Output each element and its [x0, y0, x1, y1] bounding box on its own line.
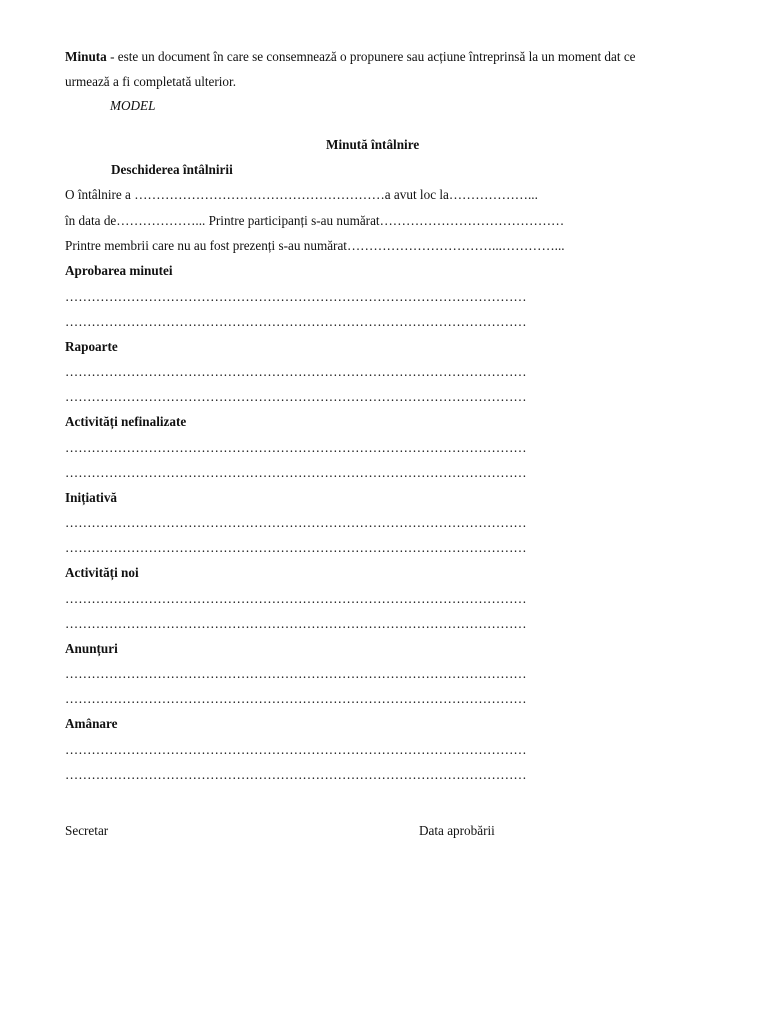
dotted-fill-line: …………………………………………………………………………………………… [65, 440, 527, 455]
intro-line-1 [65, 48, 636, 66]
dotted-fill-line: …………………………………………………………………………………………… [65, 389, 527, 404]
dotted-fill-line: …………………………………………………………………………………………… [65, 465, 527, 480]
opening-line-2 [65, 212, 564, 230]
opening-line-3-end: ……………………………...…………... [346, 238, 565, 253]
section-heading-activitati-nefinalizate: Activități nefinalizate [65, 414, 187, 429]
dotted-fill-line: …………………………………………………………………………………………… [65, 515, 527, 530]
section-heading-aprobarea-minutei: Aprobarea minutei [65, 263, 173, 278]
dotted-fill-line: …………………………………………………………………………………………… [65, 616, 527, 631]
opening-line-1-end: ………………... [448, 187, 538, 202]
dotted-fill-line: …………………………………………………………………………………………… [65, 742, 527, 757]
dotted-fill-line: …………………………………………………………………………………………… [65, 666, 527, 681]
document-title: Minută întâlnire [326, 137, 420, 152]
approval-date-label: Data aprobării [419, 823, 495, 838]
dotted-fill-line: …………………………………………………………………………………………… [65, 314, 527, 329]
dotted-fill-line: …………………………………………………………………………………………… [65, 289, 527, 304]
intro-term: Minuta [65, 49, 107, 64]
dotted-fill-line: …………………………………………………………………………………………… [65, 767, 527, 782]
model-label: MODEL [110, 98, 156, 113]
opening-line-1-prefix: O întâlnire a [65, 187, 135, 202]
section-heading-activitati-noi: Activități noi [65, 565, 139, 580]
intro-definition-1: - este un document în care se consemnează o propunere sau acțiune întreprinsă la un moment dat ce [106, 49, 636, 64]
opening-line-2-prefix: în data de [65, 213, 117, 228]
opening-line-1 [65, 186, 538, 204]
opening-line-2-middle: Printre participanți s-au numărat [205, 213, 380, 228]
opening-line-3 [65, 237, 565, 255]
dotted-fill-line: …………………………………………………………………………………………… [65, 364, 527, 379]
section-heading-initiativa: Inițiativă [65, 490, 118, 505]
opening-line-2-dots: ………………... [116, 213, 206, 228]
dotted-fill-line: …………………………………………………………………………………………… [65, 691, 527, 706]
section-heading-amanare: Amânare [65, 716, 118, 731]
dotted-fill-line: …………………………………………………………………………………………… [65, 591, 527, 606]
dotted-fill-line: …………………………………………………………………………………………… [65, 540, 527, 555]
section-heading-rapoarte: Rapoarte [65, 339, 118, 354]
intro-line-2: urmează a fi completată ulterior. [65, 74, 236, 89]
opening-line-3-prefix: Printre membrii care nu au fost prezenți s-au numărat [65, 238, 347, 253]
opening-heading: Deschiderea întâlnirii [111, 162, 233, 177]
opening-line-1-dots: ………………………………………………… [134, 187, 385, 202]
secretary-label: Secretar [65, 823, 109, 838]
section-heading-anunturi: Anunțuri [65, 641, 118, 656]
opening-line-2-end: …………………………………… [379, 213, 565, 228]
opening-line-1-middle: a avut loc la [384, 187, 449, 202]
